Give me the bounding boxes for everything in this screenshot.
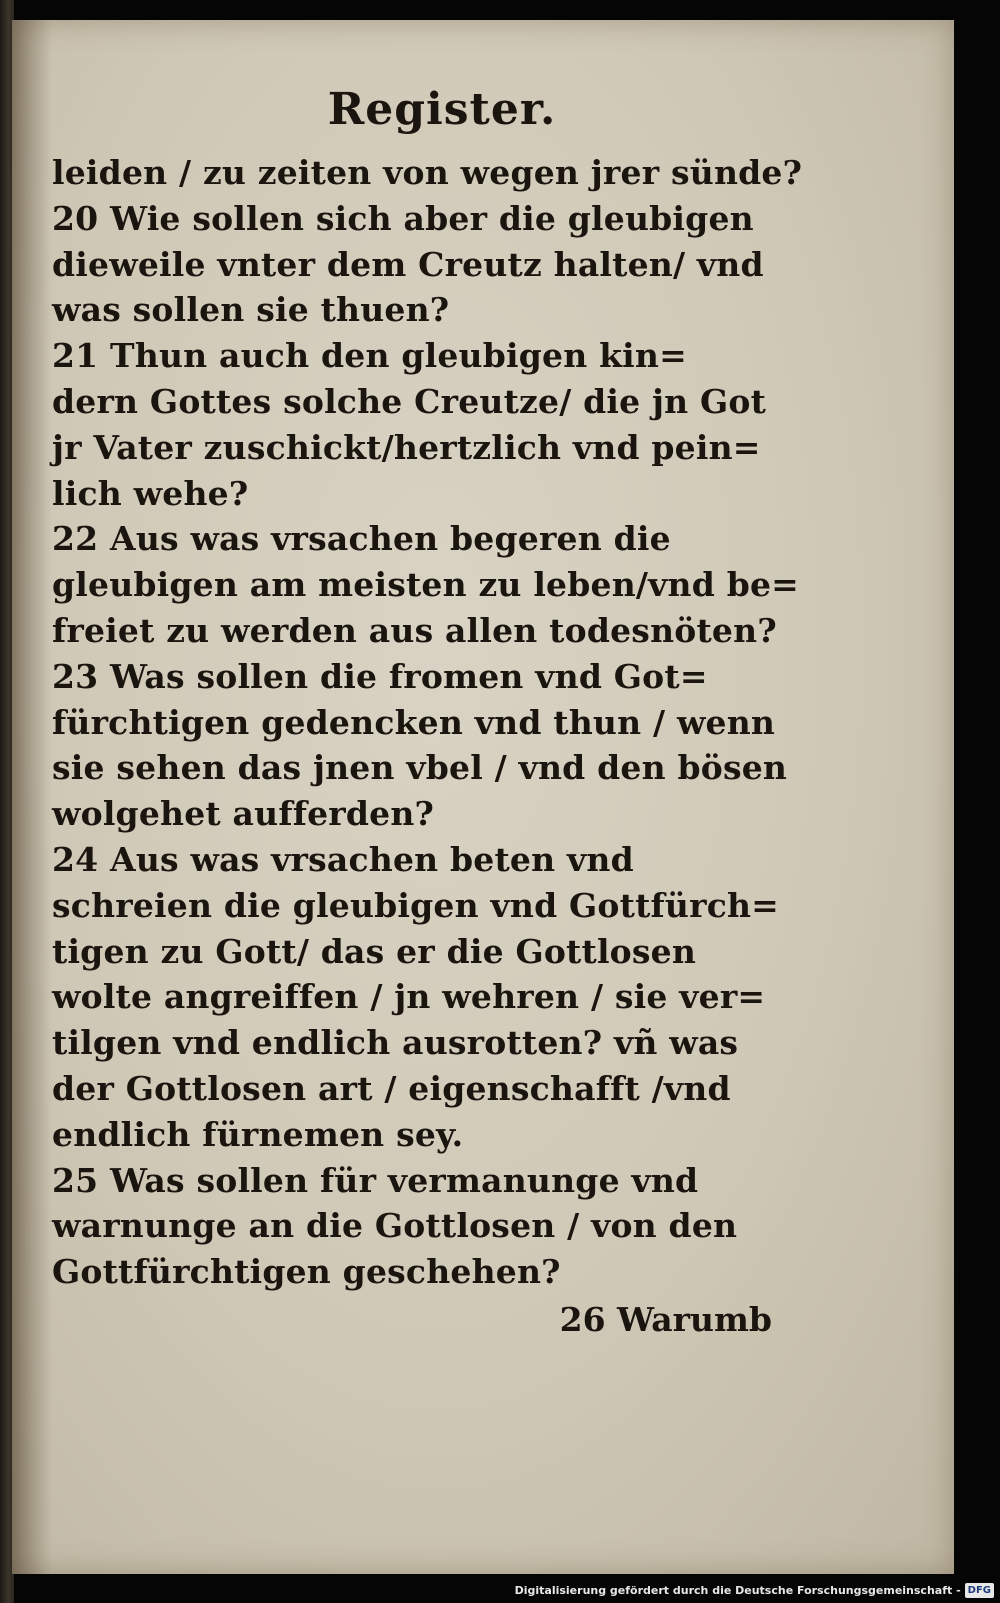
text-line: fürchtigen gedencken vnd thun / wenn	[52, 702, 776, 742]
text-line: tilgen vnd endlich ausrotten? vñ was	[52, 1023, 739, 1063]
text-line: schreien die gleubigen vnd Gottfürch=	[52, 885, 780, 925]
credit-text: Digitalisierung gefördert durch die Deutsche Forschungsgemeinschaft -	[514, 1583, 961, 1597]
text-line: wolte angreiffen / jn wehren / sie ver=	[52, 977, 766, 1017]
text-line: 20 Wie sollen sich aber die gleubigen	[52, 198, 754, 238]
digitization-credit	[515, 1581, 994, 1599]
text-line: tigen zu Gott/ das er die Gottlosen	[52, 931, 697, 971]
text-lines	[52, 150, 803, 1295]
gutter-shadow	[12, 20, 52, 1574]
catchword: 26 Warumb	[559, 1299, 772, 1339]
page-text	[52, 70, 803, 1345]
text-line: gleubigen am meisten zu leben/vnd be=	[52, 565, 800, 605]
text-line: leiden / zu zeiten von wegen jrer sünde?	[52, 153, 803, 192]
text-line: wolgehet aufferden?	[52, 794, 435, 834]
text-line: 25 Was sollen für vermanunge vnd	[52, 1160, 699, 1200]
text-line: der Gottlosen art / eigenschafft /vnd	[52, 1068, 731, 1108]
text-line: 21 Thun auch den gleubigen kin=	[52, 336, 687, 376]
text-line: jr Vater zuschickt/hertzlich vnd pein=	[52, 427, 761, 467]
text-line: freiet zu werden aus allen todesnöten?	[52, 610, 777, 650]
text-line: was sollen sie thuen?	[52, 290, 450, 330]
running-head: Register.	[327, 84, 557, 135]
text-line: 24 Aus was vrsachen beten vnd	[52, 839, 634, 879]
text-line: dieweile vnter dem Creutz halten/ vnd	[52, 244, 764, 284]
text-line: Gottfürchtigen geschehen?	[52, 1252, 561, 1292]
text-line: dern Gottes solche Creutze/ die jn Got	[52, 381, 767, 421]
text-line: 22 Aus was vrsachen begeren die	[52, 519, 671, 559]
text-line: sie sehen das jnen vbel / vnd den bösen	[52, 748, 788, 788]
text-line: endlich fürnemen sey.	[52, 1114, 464, 1154]
text-line: 23 Was sollen die fromen vnd Got=	[52, 656, 708, 696]
text-line: lich wehe?	[52, 473, 249, 513]
dfg-logo-icon: DFG	[965, 1583, 994, 1598]
text-line: warnunge an die Gottlosen / von den	[52, 1206, 738, 1246]
